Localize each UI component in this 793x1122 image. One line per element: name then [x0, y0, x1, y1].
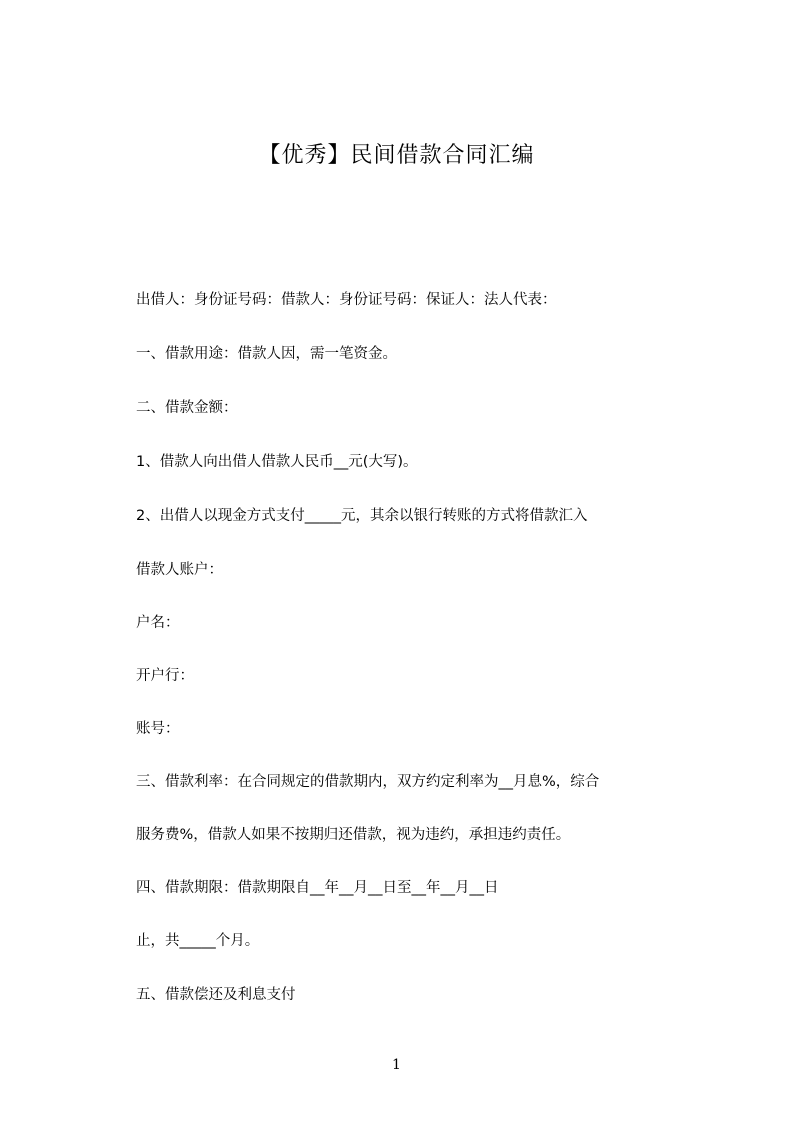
bank-label: 开户行：	[136, 668, 194, 684]
clause-interest-rate-continued: 服务费%，借款人如果不按期归还借款，视为违约，承担违约责任。	[136, 827, 571, 843]
clause-term: 四、借款期限：借款期限自__年__月__日至__年__月__日	[136, 880, 499, 896]
clause-interest-rate: 三、借款利率：在合同规定的借款期内，双方约定利率为__月息%，综合	[136, 774, 600, 790]
page-number: 1	[392, 1057, 401, 1073]
clause-amount-item-1: 1、借款人向出借人借款人民币__元(大写)。	[136, 454, 418, 470]
account-name-label: 户名：	[136, 615, 180, 631]
borrower-account-label: 借款人账户：	[136, 562, 223, 578]
clause-purpose: 一、借款用途：借款人因，需一笔资金。	[136, 346, 397, 362]
clause-term-continued: 止，共_____个月。	[136, 933, 260, 949]
clause-amount-heading: 二、借款金额：	[136, 400, 238, 416]
document-title: 【优秀】民间借款合同汇编	[258, 143, 535, 168]
clause-amount-item-2: 2、出借人以现金方式支付_____元，其余以银行转账的方式将借款汇入	[136, 508, 588, 524]
parties-line: 出借人：身份证号码：借款人：身份证号码：保证人：法人代表：	[136, 292, 557, 308]
clause-repayment-heading: 五、借款偿还及利息支付	[136, 987, 296, 1003]
account-number-label: 账号：	[136, 721, 180, 737]
